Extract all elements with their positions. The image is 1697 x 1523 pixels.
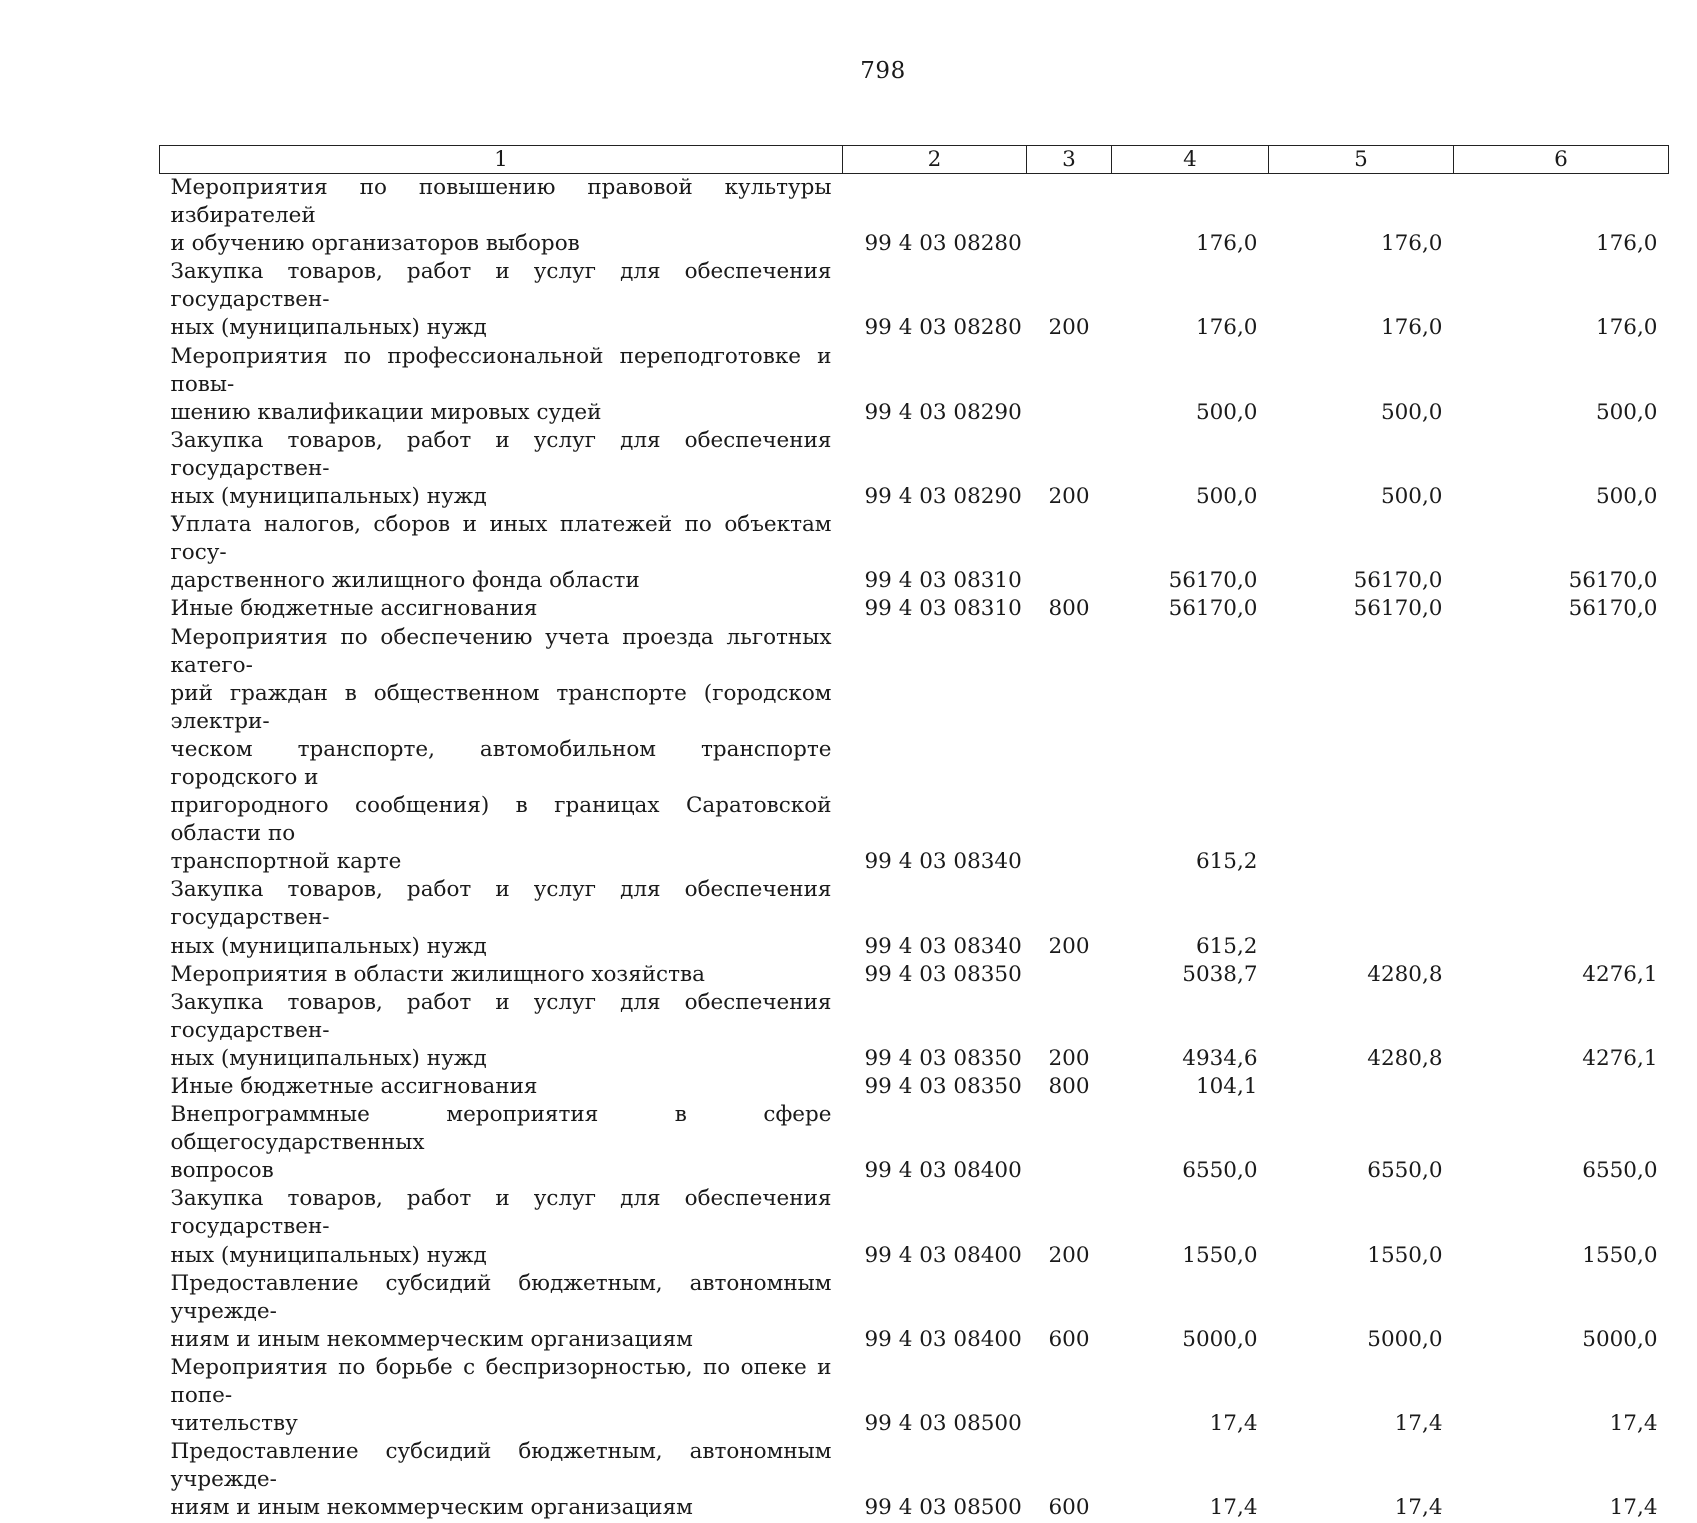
- column-header-5: 5: [1269, 146, 1454, 174]
- row-value-col6: 4276,1: [1582, 1045, 1658, 1071]
- table-row: [160, 876, 1669, 960]
- row-name-line: Мероприятия в области жилищного хозяйства: [170, 961, 705, 987]
- row-name-line: Мероприятия по профессиональной переподготовке и повы-: [170, 343, 832, 397]
- row-value-col5: 17,4: [1394, 1411, 1443, 1437]
- row-expense-type: [1027, 174, 1112, 259]
- row-name: [160, 876, 843, 960]
- row-name-line: Закупка товаров, работ и услуг для обеспечения государствен-: [170, 427, 832, 481]
- row-name-line: Мероприятия по борьбе с беспризорностью, по опеке и попе-: [170, 1354, 832, 1409]
- row-name: [160, 1073, 843, 1101]
- row-value-col4: 500,0: [1195, 484, 1258, 510]
- row-expense-type: 200: [1048, 1045, 1090, 1071]
- row-name: [160, 1185, 843, 1269]
- row-code: 99 4 03 08290: [864, 399, 1022, 425]
- row-name-line: Предоставление субсидий бюджетным, автономным учрежде-: [170, 1270, 832, 1324]
- row-name-line: ниям и иным некоммерческим организациям: [170, 1326, 693, 1352]
- table-header-row: [160, 146, 1669, 174]
- row-value-col6: 1550,0: [1582, 1242, 1658, 1268]
- row-value-col4: 56170,0: [1168, 568, 1258, 594]
- row-code: 99 4 03 08350: [864, 1074, 1022, 1099]
- row-name-line: дарственного жилищного фонда области: [170, 568, 640, 594]
- row-code: 99 4 03 08280: [864, 231, 1022, 257]
- row-code: 99 4 03 08500: [864, 1495, 1022, 1521]
- table-row: [160, 1270, 1669, 1354]
- row-value-col6: 56170,0: [1568, 596, 1658, 622]
- row-value-col6: 56170,0: [1568, 568, 1658, 594]
- row-code: 99 4 03 08500: [864, 1411, 1022, 1437]
- row-value-col6: [1454, 1073, 1669, 1101]
- row-name-line: Внепрограммные мероприятия в сфере общегосударственных: [170, 1102, 832, 1156]
- row-value-col4: 5038,7: [1182, 961, 1258, 987]
- table-row: [160, 1101, 1669, 1185]
- row-value-col4: 17,4: [1209, 1411, 1258, 1437]
- row-expense-type: 200: [1048, 484, 1090, 510]
- row-name: [160, 343, 843, 427]
- row-expense-type: 600: [1048, 1326, 1090, 1352]
- table-row: [160, 511, 1669, 595]
- row-expense-type: 800: [1048, 596, 1090, 622]
- row-name-line: ных (муниципальных) нужд: [170, 1045, 487, 1071]
- row-value-col5: 1550,0: [1367, 1242, 1443, 1268]
- row-value-col5: 56170,0: [1353, 568, 1443, 594]
- row-name: [160, 511, 843, 595]
- row-value-col5: 4280,8: [1367, 1045, 1443, 1071]
- row-value-col6: 5000,0: [1582, 1326, 1658, 1352]
- row-code: 99 4 03 08340: [864, 933, 1022, 959]
- row-value-col6: 17,4: [1609, 1495, 1658, 1521]
- row-value-col4: 4934,6: [1182, 1045, 1258, 1071]
- row-expense-type: 200: [1048, 1242, 1090, 1268]
- row-value-col5: 5000,0: [1367, 1326, 1443, 1352]
- table-row: [160, 343, 1669, 427]
- row-value-col4: 176,0: [1195, 315, 1258, 341]
- row-name-line: ных (муниципальных) нужд: [170, 484, 487, 510]
- row-name-line: транспортной карте: [170, 849, 402, 875]
- row-value-col4: 615,2: [1195, 849, 1258, 875]
- row-name-line: и обучению организаторов выборов: [170, 231, 580, 257]
- row-name-line: шению квалификации мировых судей: [170, 399, 602, 425]
- row-code: 99 4 03 08400: [864, 1158, 1022, 1184]
- row-value-col4: 5000,0: [1182, 1326, 1258, 1352]
- row-code: 99 4 03 08340: [864, 849, 1022, 875]
- column-header-6: 6: [1454, 146, 1669, 174]
- row-value-col6: 17,4: [1609, 1411, 1658, 1437]
- row-name: [160, 595, 843, 623]
- table-row: [160, 1438, 1669, 1522]
- column-header-2: 2: [843, 146, 1027, 174]
- row-value-col5: [1269, 876, 1454, 960]
- row-code: 99 4 03 08400: [864, 1242, 1022, 1268]
- row-name: [160, 1438, 843, 1522]
- row-code: 99 4 03 08350: [864, 1045, 1022, 1071]
- row-name-line: рий граждан в общественном транспорте (городском электри-: [170, 680, 832, 734]
- table-body: [160, 174, 1669, 1523]
- row-code: 99 4 03 08310: [864, 596, 1022, 622]
- row-value-col4: 615,2: [1195, 933, 1258, 959]
- row-name: [160, 624, 843, 877]
- row-expense-type: 200: [1048, 315, 1090, 341]
- table-row: [160, 624, 1669, 877]
- row-name: [160, 961, 843, 989]
- page-number: 798: [860, 58, 906, 84]
- table-row: [160, 1185, 1669, 1269]
- row-name-line: ных (муниципальных) нужд: [170, 315, 487, 341]
- row-value-col6: 6550,0: [1582, 1158, 1658, 1184]
- row-name-line: ных (муниципальных) нужд: [170, 1242, 487, 1268]
- table-row: [160, 427, 1669, 511]
- row-code: 99 4 03 08400: [864, 1326, 1022, 1352]
- row-name-line: чительству: [170, 1411, 298, 1437]
- row-value-col5: 500,0: [1380, 399, 1443, 425]
- row-name-line: вопросов: [170, 1158, 274, 1184]
- row-name: [160, 1354, 843, 1438]
- row-expense-type: [1027, 1354, 1112, 1438]
- row-code: 99 4 03 08290: [864, 484, 1022, 510]
- row-value-col4: 104,1: [1195, 1074, 1258, 1099]
- table-row: [160, 1354, 1669, 1438]
- row-name-line: Уплата налогов, сборов и иных платежей по объектам госу-: [170, 512, 832, 566]
- row-code: 99 4 03 08310: [864, 568, 1022, 594]
- row-value-col4: 1550,0: [1182, 1242, 1258, 1268]
- row-name-line: Предоставление субсидий бюджетным, автономным учрежде-: [170, 1439, 832, 1493]
- row-name-line: Закупка товаров, работ и услуг для обеспечения государствен-: [170, 259, 832, 313]
- row-value-col6: 176,0: [1595, 231, 1658, 257]
- row-name-line: Мероприятия по обеспечению учета проезда льготных катего-: [170, 624, 832, 678]
- table-row: [160, 258, 1669, 342]
- column-header-1: 1: [160, 146, 843, 174]
- row-value-col4: 176,0: [1195, 231, 1258, 257]
- row-expense-type: 600: [1048, 1495, 1090, 1521]
- row-expense-type: 200: [1048, 933, 1090, 959]
- row-value-col5: [1269, 1073, 1454, 1101]
- row-value-col5: 17,4: [1394, 1495, 1443, 1521]
- row-value-col6: 500,0: [1595, 399, 1658, 425]
- row-expense-type: [1027, 511, 1112, 595]
- row-value-col5: 56170,0: [1353, 596, 1443, 622]
- table-row: [160, 595, 1669, 623]
- row-value-col6: [1454, 876, 1669, 960]
- row-name: [160, 989, 843, 1073]
- row-value-col5: 176,0: [1380, 315, 1443, 341]
- row-value-col6: [1454, 624, 1669, 877]
- row-value-col4: 500,0: [1195, 399, 1258, 425]
- row-value-col5: 500,0: [1380, 484, 1443, 510]
- row-value-col4: 6550,0: [1182, 1158, 1258, 1184]
- row-name-line: пригородного сообщения) в границах Саратовской области по: [170, 793, 832, 847]
- row-value-col6: 500,0: [1595, 484, 1658, 510]
- row-expense-type: [1027, 624, 1112, 877]
- row-name-line: Иные бюджетные ассигнования: [170, 596, 538, 622]
- row-name: [160, 1101, 843, 1185]
- row-code: 99 4 03 08350: [864, 961, 1022, 987]
- column-header-3: 3: [1027, 146, 1112, 174]
- table-row: [160, 1073, 1669, 1101]
- row-name-line: ниям и иным некоммерческим организациям: [170, 1495, 693, 1521]
- row-name-line: ческом транспорте, автомобильном транспорте городского и: [170, 736, 832, 790]
- row-name-line: Мероприятия по повышению правовой культуры избирателей: [170, 175, 832, 229]
- column-header-4: 4: [1112, 146, 1269, 174]
- row-value-col5: 6550,0: [1367, 1158, 1443, 1184]
- row-value-col4: 56170,0: [1168, 596, 1258, 622]
- row-value-col5: 4280,8: [1367, 961, 1443, 987]
- row-expense-type: [1027, 1101, 1112, 1185]
- row-expense-type: [1027, 961, 1112, 989]
- table-row: [160, 174, 1669, 259]
- table-row: [160, 961, 1669, 989]
- row-name-line: Закупка товаров, работ и услуг для обеспечения государствен-: [170, 989, 832, 1043]
- row-name: [160, 427, 843, 511]
- row-name-line: Закупка товаров, работ и услуг для обеспечения государствен-: [170, 1186, 832, 1240]
- row-value-col4: 17,4: [1209, 1495, 1258, 1521]
- row-value-col5: [1269, 624, 1454, 877]
- row-name: [160, 174, 843, 259]
- row-name-line: ных (муниципальных) нужд: [170, 933, 487, 959]
- row-name-line: Иные бюджетные ассигнования: [170, 1074, 538, 1099]
- row-value-col6: 4276,1: [1582, 961, 1658, 987]
- row-expense-type: [1027, 343, 1112, 427]
- row-name-line: Закупка товаров, работ и услуг для обеспечения государствен-: [170, 877, 832, 931]
- row-name: [160, 258, 843, 342]
- budget-table: [159, 145, 1669, 1523]
- row-value-col5: 176,0: [1380, 231, 1443, 257]
- row-expense-type: 800: [1048, 1074, 1090, 1099]
- row-name: [160, 1270, 843, 1354]
- row-value-col6: 176,0: [1595, 315, 1658, 341]
- table-row: [160, 989, 1669, 1073]
- row-code: 99 4 03 08280: [864, 315, 1022, 341]
